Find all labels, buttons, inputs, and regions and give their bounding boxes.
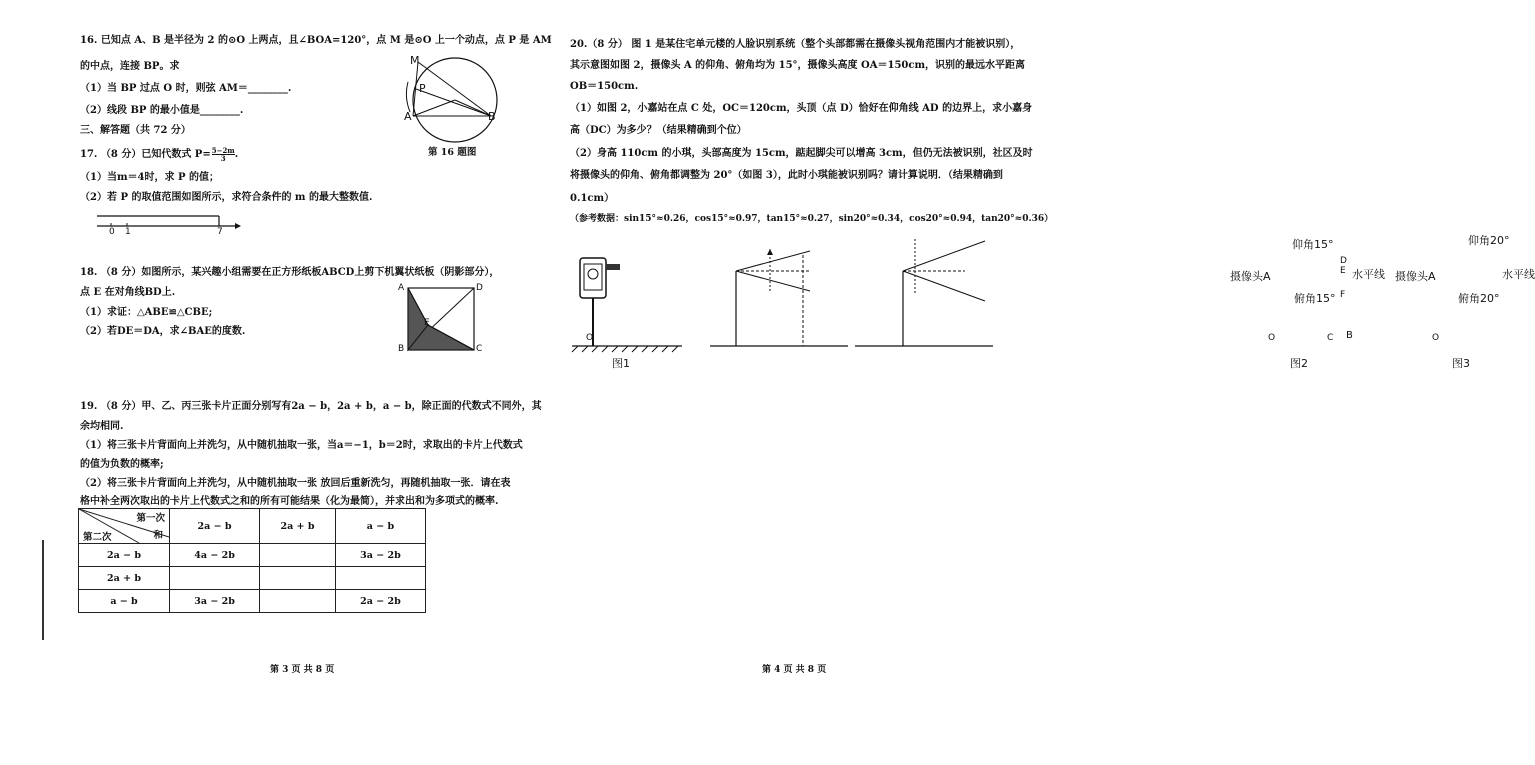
q16-line2: 的中点，连接 BP。求 (80, 61, 180, 72)
fig2-label-d: D (1340, 256, 1347, 266)
fig18-label-a: A (398, 283, 405, 293)
q18-line1: 18. （8 分）如图所示，某兴趣小组需要在正方形纸板ABCD上剪下机翼状纸板（阴影部分）， (80, 267, 500, 278)
fig1-camera-post (570, 250, 690, 370)
q20-part1b: 高（DC）为多少？（结果精确到个位） (570, 125, 747, 136)
fig16-label-b: B (488, 110, 496, 123)
q17-line1: 17. （8 分）已知代数式 P= $\frac{5-2m}{3}$ . (80, 146, 239, 163)
q20-part2c: 0.1cm） (570, 193, 615, 204)
fig2-elevation-label: 仰角15° (1292, 238, 1334, 251)
fig3-camera-label: 摄像头A (1395, 270, 1436, 283)
q19-part1a: （1）将三张卡片背面向上并洗匀，从中随机抽取一张，当a＝−1，b＝2时，求取出的卡片上代数式 (80, 440, 523, 451)
table-corner-cell (79, 509, 170, 544)
fig2-label-o: O (1268, 333, 1276, 343)
q20-line3: OB＝150cm. (570, 81, 639, 92)
fig2-diagram (710, 235, 850, 350)
table-header-row (79, 509, 426, 544)
corner-first: 第一次 (136, 513, 165, 524)
fig2-label-b: B (1346, 330, 1353, 341)
row-header: 2a − b (79, 544, 170, 567)
numberline-label-0: 0 (109, 227, 115, 237)
fig16-label-m: M (410, 54, 420, 67)
table-cell: 3a − 2b (335, 544, 425, 567)
page-3 (0, 0, 552, 765)
page-footer-4: 第 4 页 共 8 页 (762, 665, 827, 675)
fig2-depression-label: 俯角15° (1294, 292, 1336, 305)
q17-fraction-num: 5−2m (211, 146, 235, 155)
page-footer-3: 第 3 页 共 8 页 (270, 665, 335, 675)
fig16-label-p: P (419, 82, 426, 95)
corner-second: 第二次 (83, 532, 112, 543)
fig3-horizontal-label: 水平线 (1502, 268, 1535, 281)
row-header: 2a + b (79, 567, 170, 590)
fig2-caption: 图2 (1290, 357, 1308, 370)
q18-part1: （1）求证：△ABE≌△CBE; (80, 307, 213, 318)
numberline-label-1: 1 (125, 227, 131, 237)
q16-line1: 16. 已知点 A、B 是半径为 2 的⊙O 上两点，且∠BOA=120°，点 M 是⊙O 上一个动点，点 P 是 AM (80, 35, 552, 46)
q17-part1: （1）当m＝4时，求 P 的值； (80, 172, 219, 183)
q20-line1: 20.（8 分） 图 1 是某住宅单元楼的人脸识别系统（整个头部都需在摄像头视角范围内才能被识别）， (570, 39, 1021, 50)
fig2-label-c: C (1327, 333, 1334, 343)
table-cell (260, 567, 336, 590)
fig18-label-b: B (398, 344, 405, 354)
table-cell (260, 590, 336, 613)
table-cell (335, 567, 425, 590)
q19-part1b: 的值为负数的概率; (80, 459, 164, 470)
q20-reference: （参考数据：sin15°≈0.26，cos15°≈0.97，tan15°≈0.27，sin20°≈0.34，cos20°≈0.94，tan20°≈0.36） (570, 214, 1054, 224)
fig18-label-d: D (476, 283, 483, 293)
fig1-caption: 图1 (612, 357, 630, 370)
fig3-caption: 图3 (1452, 357, 1470, 370)
fig1-label-o: O (586, 333, 594, 343)
q20-part1a: （1）如图 2，小嘉站在点 C 处，OC＝120cm，头顶（点 D）恰好在仰角线 AD 的边界上，求小嘉身 (570, 103, 1033, 114)
fig2-label-f: F (1340, 290, 1346, 300)
table-row (79, 567, 426, 590)
q19-table (78, 508, 426, 613)
q19-part2b: 格中补全两次取出的卡片上代数式之和的所有可能结果（化为最简），并求出和为多项式的概率. (80, 496, 499, 507)
row-header: a − b (79, 590, 170, 613)
table-row (79, 590, 426, 613)
fig2-horizontal-label: 水平线 (1352, 268, 1385, 281)
scan-artifact-line (42, 540, 44, 640)
fig16-label-a: A (404, 110, 412, 123)
col-header: 2a − b (170, 509, 260, 544)
fig3-diagram (855, 235, 995, 350)
q20-line2: 其示意图如图 2，摄像头 A 的仰角、俯角均为 15°，摄像头高度 OA＝150cm，识别的最远水平距离 (570, 60, 1026, 71)
q19-line2: 余均相同. (80, 421, 124, 432)
fig3-label-o: O (1432, 333, 1440, 343)
q18-square-figure (404, 285, 484, 355)
q18-part2: （2）若DE＝DA，求∠BAE的度数. (80, 326, 246, 337)
col-header: 2a + b (260, 509, 336, 544)
fig3-depression-label: 俯角20° (1458, 292, 1500, 305)
q16-figure-caption: 第 16 题图 (428, 147, 477, 158)
q17-fraction-den: 3 (220, 154, 226, 163)
fig18-label-c: C (476, 344, 483, 354)
q19-line1: 19. （8 分）甲、乙、丙三张卡片正面分别写有2a − b，2a + b，a − b，除正面的代数式不同外，其 (80, 401, 542, 412)
table-row (79, 544, 426, 567)
corner-sum: 和 (153, 530, 163, 541)
q17-part2: （2）若 P 的取值范围如图所示，求符合条件的 m 的最大整数值. (80, 192, 373, 203)
q16-part2: （2）线段 BP 的最小值是________. (80, 105, 244, 116)
q19-part2a: （2）将三张卡片背面向上并洗匀，从中随机抽取一张 放回后重新洗匀，再随机抽取一张．请在表 (80, 478, 511, 489)
q20-part2b: 将摄像头的仰角、俯角都调整为 20°（如图 3），此时小琪能被识别吗？请计算说明．（结果精确到 (570, 170, 1003, 181)
section-heading: 三、解答题（共 72 分） (80, 125, 191, 136)
q20-part2a: （2）身高 110cm 的小琪，头部高度为 15cm，踮起脚尖可以增高 3cm，但仍无法被识别，社区及时 (570, 148, 1033, 159)
numberline-label-7: 7 (217, 227, 223, 237)
q16-part1: （1）当 BP 过点 O 时，则弦 AM＝________. (80, 83, 292, 94)
fig2-label-e: E (1340, 266, 1346, 276)
fig3-elevation-label: 仰角20° (1468, 234, 1510, 247)
fig18-label-e: E (424, 318, 430, 328)
table-cell (260, 544, 336, 567)
table-cell: 3a − 2b (170, 590, 260, 613)
col-header: a − b (335, 509, 425, 544)
table-cell: 4a − 2b (170, 544, 260, 567)
table-cell (170, 567, 260, 590)
page-4 (540, 0, 1535, 765)
q18-line2: 点 E 在对角线BD上. (80, 287, 176, 298)
table-cell: 2a − 2b (335, 590, 425, 613)
fig2-camera-label: 摄像头A (1230, 270, 1271, 283)
